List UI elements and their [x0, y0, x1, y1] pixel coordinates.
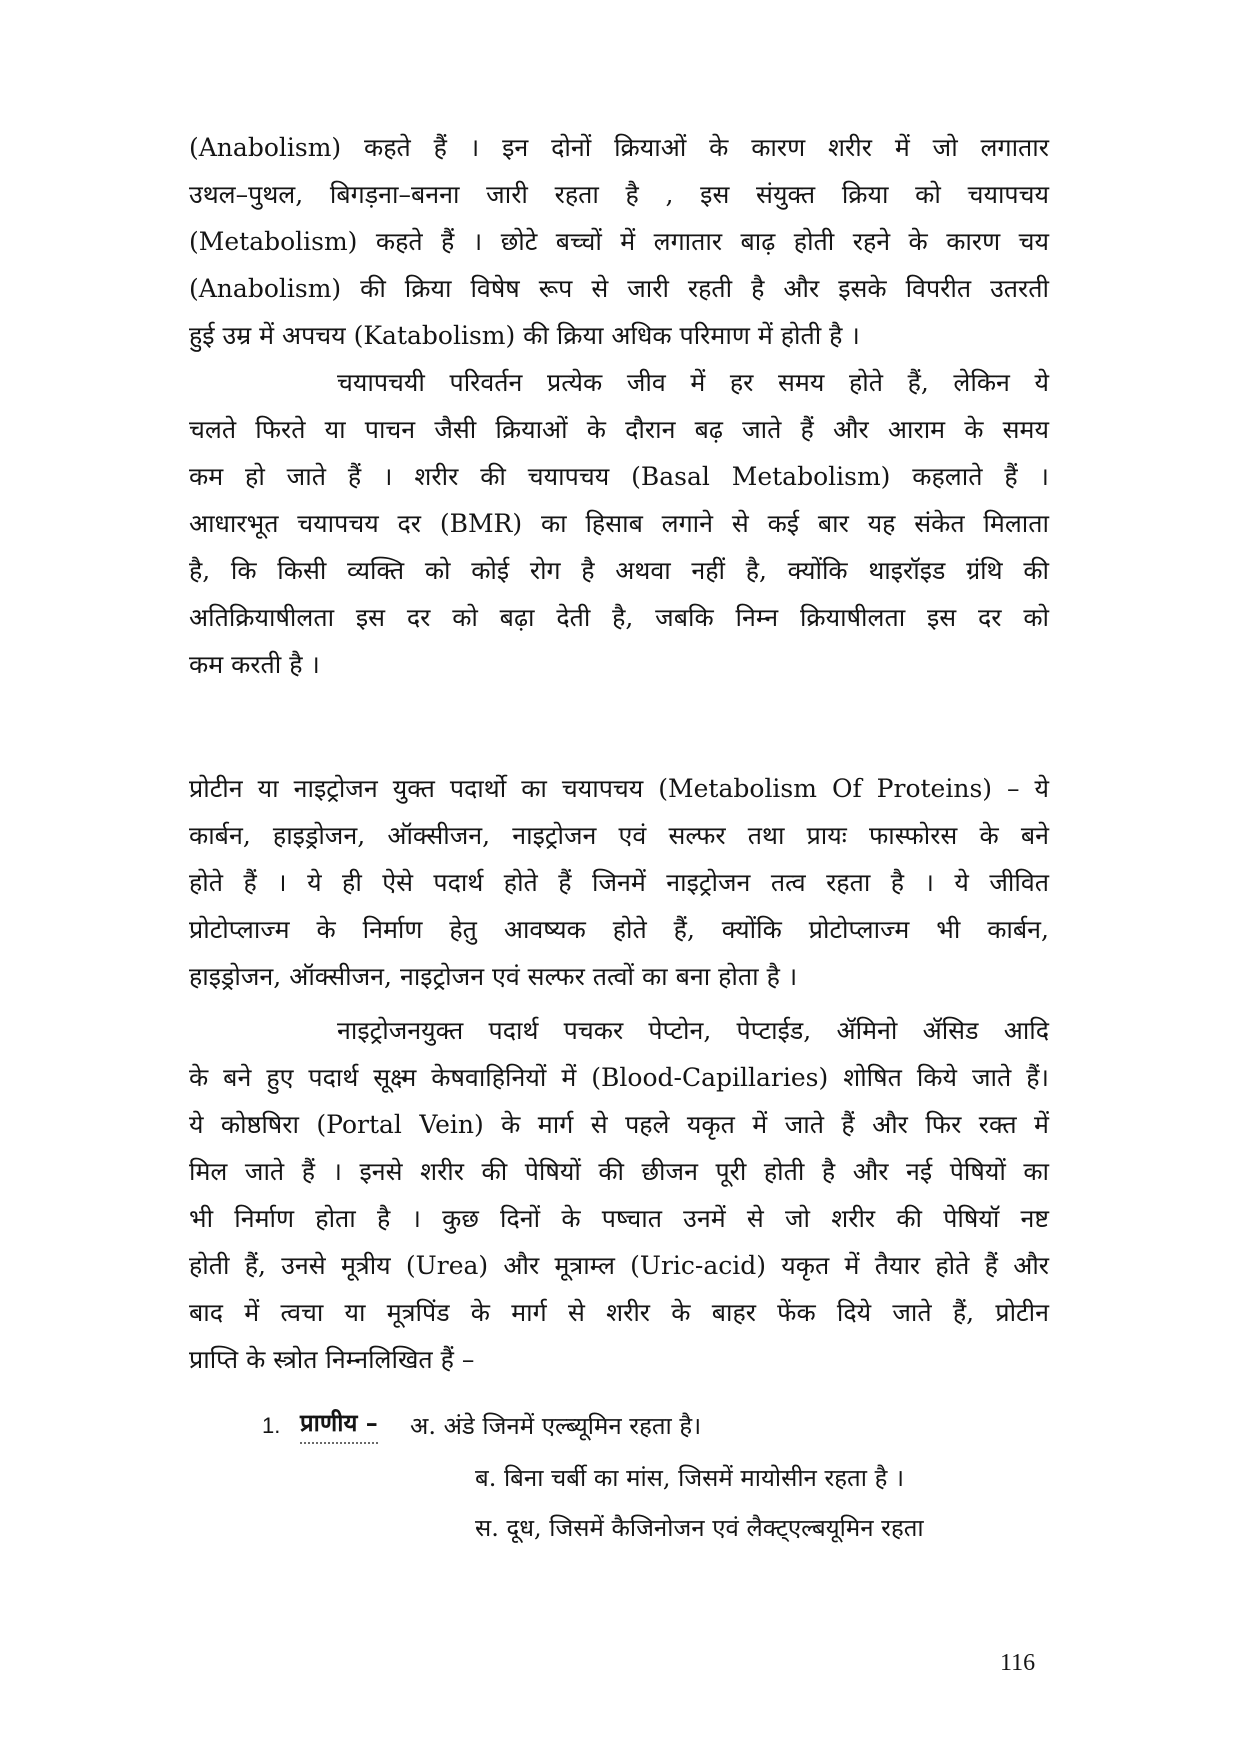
text-line: प्रोटोप्लाज्म के निर्माण हेतु आवष्यक होते हैं, क्योंकि प्रोटोप्लाज्म भी कार्बन,	[189, 915, 1049, 944]
text-line: हाइड्रोजन, ऑक्सीजन, नाइट्रोजन एवं सल्फर तत्वों का बना होता है ।	[189, 962, 798, 991]
text-line: आधारभूत चयापचय दर (BMR) का हिसाब लगाने से कई बार यह संकेत मिलाता	[189, 509, 1049, 538]
text-line: प्राप्ति के स्त्रोत निम्नलिखित हैं –	[189, 1345, 475, 1374]
text-line: कम करती है ।	[189, 650, 320, 679]
text-line: के बने हुए पदार्थ सूक्ष्म केषवाहिनियों में (Blood-Capillaries) शोषित किये जाते हैं।	[189, 1063, 1049, 1092]
text-line: मिल जाते हैं । इनसे शरीर की पेषियों की छीजन पूरी होती है और नई पेषियों का	[189, 1157, 1049, 1186]
text-line: है, कि किसी व्यक्ति को कोई रोग है अथवा नहीं है, क्योंकि थाइरॉइड ग्रंथि की	[189, 556, 1049, 585]
text-line: उथल–पुथल, बिगड़ना–बनना जारी रहता है , इस संयुक्त क्रिया को चयापचय	[189, 180, 1049, 209]
text-line: अतिक्रियाषीलता इस दर को बढ़ा देती है, जबकि निम्न क्रियाषीलता इस दर को	[189, 603, 1049, 632]
text-line: ये कोष्ठषिरा (Portal Vein) के मार्ग से पहले यकृत में जाते हैं और फिर रक्त में	[189, 1110, 1049, 1139]
text-line: (Anabolism) कहते हैं । इन दोनों क्रियाओं के कारण शरीर में जो लगातार	[189, 133, 1049, 162]
text-line: हुई उम्र में अपचय (Katabolism) की क्रिया अधिक परिमाण में होती है ।	[189, 321, 860, 350]
text-line: (Anabolism) की क्रिया विषेष रूप से जारी रहती है और इसके विपरीत उतरती	[189, 274, 1049, 303]
page-number: 116	[1000, 1650, 1036, 1676]
text-line: चयापचयी परिवर्तन प्रत्येक जीव में हर समय होते हैं, लेकिन ये	[337, 368, 1049, 397]
list-sub-item: अ. अंडे जिनमें एल्ब्यूमिन रहता है।	[410, 1412, 702, 1440]
text-line: कार्बन, हाइड्रोजन, ऑक्सीजन, नाइट्रोजन एवं सल्फर तथा प्रायः फास्फोरस के बने	[189, 821, 1049, 850]
text-line: होती हैं, उनसे मूत्रीय (Urea) और मूत्राम्ल (Uric-acid) यकृत में तैयार होते हैं और	[189, 1251, 1049, 1280]
list-sub-item: स. दूध, जिसमें कैजिनोजन एवं लैक्ट्एल्बयूमिन रहता	[475, 1514, 924, 1542]
text-line: नाइट्रोजनयुक्त पदार्थ पचकर पेप्टोन, पेप्टाईड, ॲमिनो ॲसिड आदि	[337, 1016, 1049, 1045]
list-item-heading: प्राणीय –	[300, 1406, 378, 1444]
text-line: (Metabolism) कहते हैं । छोटे बच्चों में लगातार बाढ़ होती रहने के कारण चय	[189, 227, 1049, 256]
text-line: चलते फिरते या पाचन जैसी क्रियाओं के दौरान बढ़ जाते हैं और आराम के समय	[189, 415, 1049, 444]
list-item-number: 1.	[262, 1413, 281, 1438]
text-line: भी निर्माण होता है । कुछ दिनों के पष्चात उनमें से जो शरीर की पेषियॉ नष्ट	[189, 1204, 1049, 1233]
text-line: प्रोटीन या नाइट्रोजन युक्त पदार्थो का चयापचय (Metabolism Of Proteins) – ये	[189, 774, 1049, 803]
text-line: बाद में त्वचा या मूत्रपिंड के मार्ग से शरीर के बाहर फेंक दिये जाते हैं, प्रोटीन	[189, 1298, 1049, 1327]
text-line: होते हैं । ये ही ऐसे पदार्थ होते हैं जिनमें नाइट्रोजन तत्व रहता है । ये जीवित	[189, 868, 1049, 897]
text-line: कम हो जाते हैं । शरीर की चयापचय (Basal Metabolism) कहलाते हैं ।	[189, 462, 1049, 491]
list-sub-item: ब. बिना चर्बी का मांस, जिसमें मायोसीन रहता है ।	[475, 1464, 905, 1492]
